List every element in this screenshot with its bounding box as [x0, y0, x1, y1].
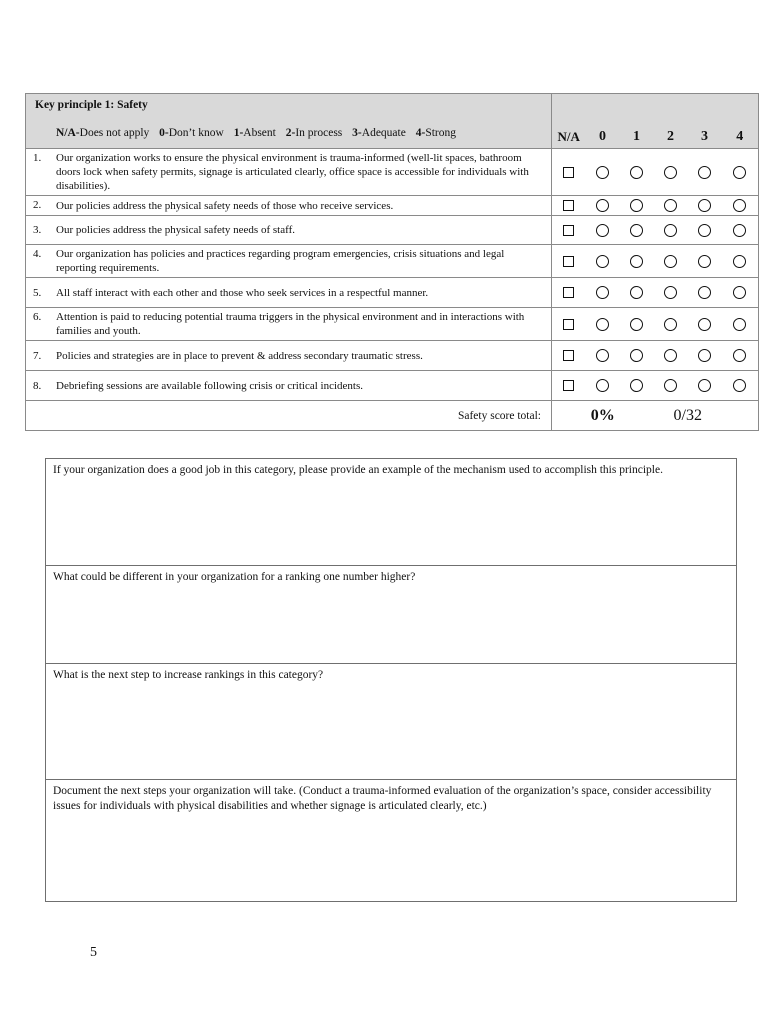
safety-rating-table [25, 93, 759, 431]
answer-cell-1 [620, 341, 654, 371]
rating-radio-4[interactable] [733, 379, 746, 392]
answer-cell-3 [688, 245, 722, 278]
rating-radio-2[interactable] [664, 286, 677, 299]
question-number: 4. [33, 248, 42, 260]
answer-cell-0 [586, 245, 620, 278]
rating-radio-1[interactable] [630, 379, 643, 392]
rating-radio-3[interactable] [698, 286, 711, 299]
header-cell [26, 94, 552, 149]
legend-item-3: 3-Adequate [352, 127, 406, 139]
na-checkbox[interactable] [563, 350, 574, 361]
rating-radio-0[interactable] [596, 199, 609, 212]
score-total-row [26, 401, 759, 431]
rating-radio-4[interactable] [733, 166, 746, 179]
answer-cell-na [552, 371, 586, 401]
answer-cell-4 [722, 216, 759, 245]
reflection-section [45, 458, 737, 902]
answer-cell-2 [654, 216, 688, 245]
answer-cell-1 [620, 371, 654, 401]
rating-radio-4[interactable] [733, 286, 746, 299]
reflection-answer-field[interactable] [46, 481, 736, 565]
answer-cell-4 [722, 149, 759, 196]
answer-cell-na [552, 245, 586, 278]
rating-radio-0[interactable] [596, 286, 609, 299]
question-text: Debriefing sessions are available following crisis or critical incidents. [56, 379, 363, 392]
rating-radio-4[interactable] [733, 224, 746, 237]
rating-radio-1[interactable] [630, 224, 643, 237]
rating-radio-2[interactable] [664, 166, 677, 179]
rating-radio-3[interactable] [698, 349, 711, 362]
column-header-3: 3 [688, 94, 722, 149]
question-text: Our policies address the physical safety needs of those who receive services. [56, 199, 394, 212]
answer-cell-3 [688, 341, 722, 371]
rating-radio-4[interactable] [733, 318, 746, 331]
column-header-2: 2 [654, 94, 688, 149]
question-cell [26, 371, 552, 401]
question-row [26, 371, 759, 401]
answer-cell-0 [586, 341, 620, 371]
answer-cell-3 [688, 216, 722, 245]
legend-item-2: 2-In process [285, 127, 343, 139]
answer-cell-0 [586, 216, 620, 245]
answer-cell-na [552, 216, 586, 245]
reflection-answer-field[interactable] [46, 686, 736, 779]
question-row [26, 216, 759, 245]
rating-radio-1[interactable] [630, 349, 643, 362]
column-header-4: 4 [722, 94, 759, 149]
question-cell [26, 196, 552, 216]
question-text: All staff interact with each other and those who seek services in a respectful manner. [56, 286, 429, 299]
rating-radio-2[interactable] [664, 199, 677, 212]
section-title: Key principle 1: Safety [35, 99, 148, 111]
answer-cell-0 [586, 149, 620, 196]
reflection-box-document-steps [46, 780, 736, 903]
rating-radio-4[interactable] [733, 255, 746, 268]
answer-cell-na [552, 341, 586, 371]
rating-radio-4[interactable] [733, 199, 746, 212]
answer-cell-2 [654, 308, 688, 341]
answer-cell-3 [688, 278, 722, 308]
answer-cell-0 [586, 371, 620, 401]
answer-cell-1 [620, 278, 654, 308]
na-checkbox[interactable] [563, 380, 574, 391]
question-cell [26, 149, 552, 196]
rating-radio-1[interactable] [630, 199, 643, 212]
rating-radio-3[interactable] [698, 166, 711, 179]
question-row [26, 341, 759, 371]
na-checkbox[interactable] [563, 225, 574, 236]
question-cell [26, 308, 552, 341]
legend-item-1: 1-Absent [233, 127, 276, 139]
question-cell [26, 278, 552, 308]
question-number: 6. [33, 311, 42, 323]
table-header [26, 94, 759, 149]
answer-cell-4 [722, 196, 759, 216]
answer-cell-3 [688, 308, 722, 341]
question-number: 8. [33, 380, 42, 392]
question-number: 5. [33, 287, 42, 299]
question-text: Our organization has policies and practices regarding program emergencies, crisis situations and legal reporting requirements. [56, 248, 505, 274]
answer-cell-1 [620, 149, 654, 196]
question-text: Our organization works to ensure the physical environment is trauma-informed (well-lit spaces, bathroom doors lock when safety permits, signage is articulated clearly, office space is accessible for individuals with disabilities). [56, 152, 529, 192]
reflection-box-next-step [46, 664, 736, 780]
question-cell [26, 341, 552, 371]
rating-radio-2[interactable] [664, 255, 677, 268]
answer-cell-4 [722, 278, 759, 308]
rating-radio-1[interactable] [630, 286, 643, 299]
rating-radio-2[interactable] [664, 379, 677, 392]
legend-item-4: 4-Strong [415, 127, 456, 139]
question-number: 3. [33, 224, 42, 236]
question-number: 1. [33, 152, 42, 164]
na-checkbox[interactable] [563, 287, 574, 298]
rating-radio-1[interactable] [630, 166, 643, 179]
na-checkbox[interactable] [563, 167, 574, 178]
answer-cell-4 [722, 341, 759, 371]
column-header-1: 1 [620, 94, 654, 149]
question-row [26, 149, 759, 196]
rating-radio-0[interactable] [596, 255, 609, 268]
reflection-prompt: What could be different in your organization for a ranking one number higher? [53, 571, 416, 583]
answer-cell-na [552, 278, 586, 308]
answer-cell-na [552, 196, 586, 216]
question-number: 2. [33, 199, 42, 211]
score-fraction: 0/32 [654, 401, 759, 431]
rating-radio-0[interactable] [596, 166, 609, 179]
rating-radio-1[interactable] [630, 255, 643, 268]
rating-radio-3[interactable] [698, 199, 711, 212]
answer-cell-2 [654, 371, 688, 401]
answer-cell-2 [654, 341, 688, 371]
question-cell [26, 245, 552, 278]
reflection-box-example [46, 459, 736, 566]
question-text: Attention is paid to reducing potential trauma triggers in the physical environment and in interactions with families and youth. [56, 311, 525, 337]
answer-cell-3 [688, 149, 722, 196]
rating-radio-2[interactable] [664, 224, 677, 237]
answer-cell-na [552, 149, 586, 196]
answer-cell-2 [654, 278, 688, 308]
answer-cell-1 [620, 245, 654, 278]
answer-cell-2 [654, 196, 688, 216]
reflection-prompt: Document the next steps your organization will take. (Conduct a trauma-informed evaluation of the organization’s space, consider accessibility issues for individuals with physical disabilities and whether signage is articulated clearly, etc.) [53, 785, 712, 812]
rating-legend [56, 127, 463, 139]
question-row [26, 308, 759, 341]
reflection-prompt: If your organization does a good job in this category, please provide an example of the mechanism used to accomplish this principle. [53, 464, 663, 476]
score-total-label: Safety score total: [26, 401, 552, 431]
answer-cell-0 [586, 278, 620, 308]
answer-cell-2 [654, 245, 688, 278]
answer-cell-1 [620, 196, 654, 216]
answer-cell-0 [586, 308, 620, 341]
rating-radio-0[interactable] [596, 318, 609, 331]
reflection-prompt: What is the next step to increase rankings in this category? [53, 669, 324, 681]
question-row [26, 245, 759, 278]
answer-cell-1 [620, 216, 654, 245]
reflection-answer-field[interactable] [46, 588, 736, 663]
answer-cell-4 [722, 308, 759, 341]
na-checkbox[interactable] [563, 200, 574, 211]
rating-radio-4[interactable] [733, 349, 746, 362]
reflection-box-improvement [46, 566, 736, 664]
legend-item-0: 0-Don’t know [159, 127, 224, 139]
rating-radio-2[interactable] [664, 318, 677, 331]
column-header-na: N/A [552, 94, 586, 149]
question-text: Our policies address the physical safety needs of staff. [56, 224, 295, 236]
score-percent: 0% [552, 401, 654, 431]
question-cell [26, 216, 552, 245]
rating-radio-0[interactable] [596, 349, 609, 362]
page-number: 5 [90, 945, 97, 960]
question-row [26, 196, 759, 216]
answer-cell-2 [654, 149, 688, 196]
answer-cell-3 [688, 371, 722, 401]
na-checkbox[interactable] [563, 256, 574, 267]
question-row [26, 278, 759, 308]
answer-cell-4 [722, 371, 759, 401]
answer-cell-1 [620, 308, 654, 341]
rating-radio-3[interactable] [698, 255, 711, 268]
answer-cell-3 [688, 196, 722, 216]
legend-item-na: N/A-Does not apply [56, 127, 150, 139]
answer-cell-0 [586, 196, 620, 216]
rating-radio-3[interactable] [698, 379, 711, 392]
question-number: 7. [33, 350, 42, 362]
answer-cell-4 [722, 245, 759, 278]
reflection-answer-field[interactable] [46, 816, 736, 903]
rating-radio-1[interactable] [630, 318, 643, 331]
rating-radio-0[interactable] [596, 379, 609, 392]
question-text: Policies and strategies are in place to prevent & address secondary traumatic stress. [56, 349, 423, 362]
rating-radio-2[interactable] [664, 349, 677, 362]
na-checkbox[interactable] [563, 319, 574, 330]
answer-cell-na [552, 308, 586, 341]
rating-radio-0[interactable] [596, 224, 609, 237]
rating-radio-3[interactable] [698, 224, 711, 237]
rating-radio-3[interactable] [698, 318, 711, 331]
column-header-0: 0 [586, 94, 620, 149]
